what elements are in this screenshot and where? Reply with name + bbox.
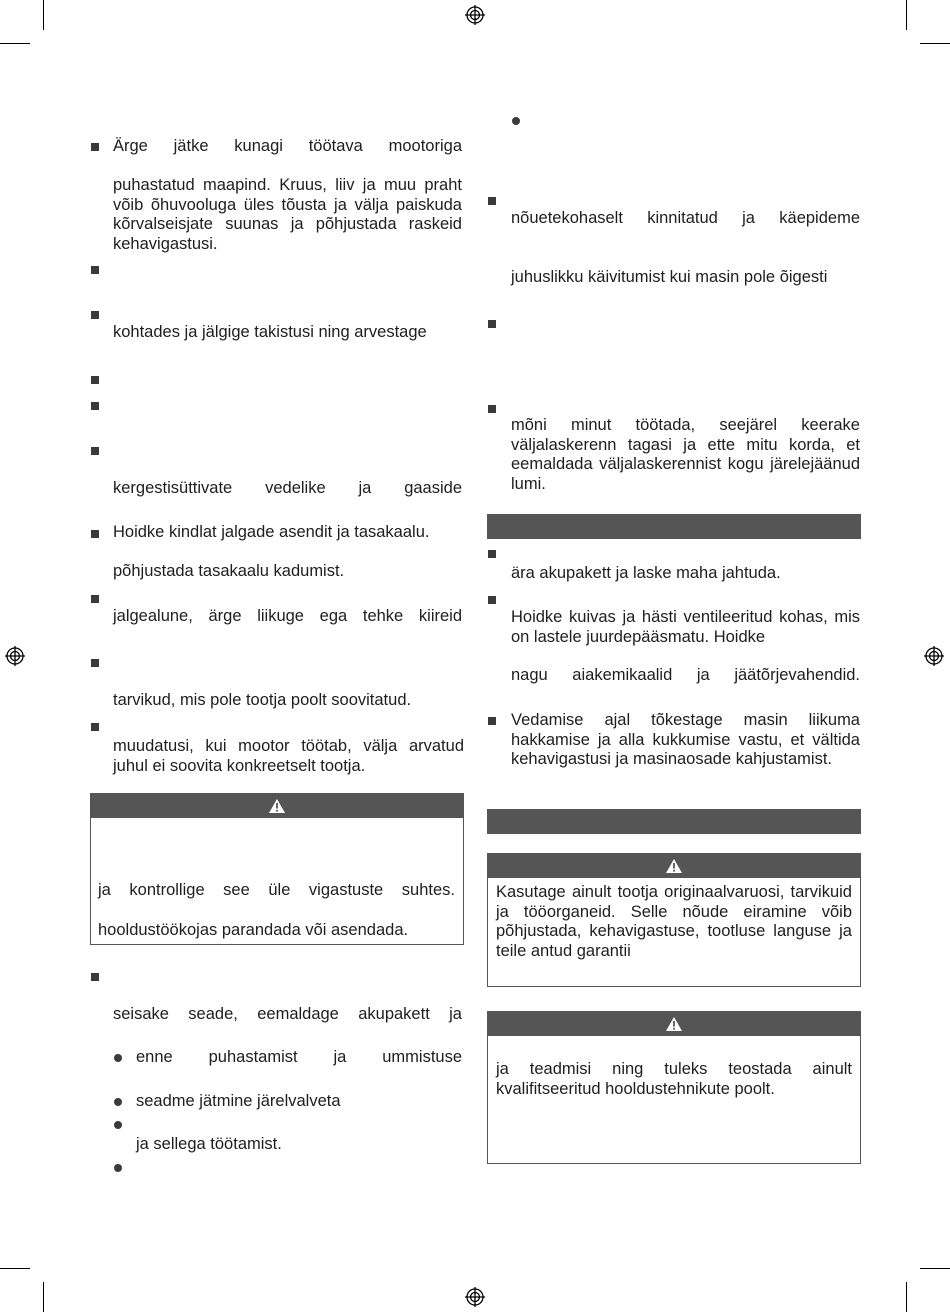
crop-mark: [0, 43, 30, 44]
warning1-line2: hooldustöökojas parandada või asendada.: [98, 921, 409, 939]
left-b3-line1: kohtades ja jälgige takistusi ning arvestage: [113, 323, 427, 341]
left-b1-line1: Ärge jätke kunagi töötava mootoriga: [113, 137, 462, 155]
left-b11-line1: seisake seade, eemaldage akupakett ja: [113, 1005, 462, 1023]
warning-box: [487, 1035, 861, 1164]
bullet-square: [91, 376, 99, 384]
registration-mark-icon: [5, 646, 25, 666]
bullet-square: [488, 717, 496, 725]
left-b7-line1: Hoidke kindlat jalgade asendit ja tasakaalu.: [113, 523, 430, 541]
crop-mark: [906, 0, 907, 30]
section-bar: [487, 514, 861, 539]
right-r4-para: mõni minut töötada, seejärel keerake väljalaskerenn tagasi ja ette mitu korda, et eemaldada väljalaskerennist kogu järelejäänud lumi.: [511, 416, 860, 493]
crop-mark: [0, 1268, 30, 1269]
warning-triangle-icon: [665, 1016, 683, 1032]
left-d3: ja sellega töötamist.: [136, 1135, 282, 1153]
right-s3-para: Vedamise ajal tõkestage masin liikuma hakkamise ja alla kukkumise vastu, et vältida kehavigastusi ja masinaosade kahjustamist.: [511, 711, 860, 768]
warning-triangle-icon: [665, 858, 683, 874]
bullet-square: [488, 405, 496, 413]
bullet-square: [91, 266, 99, 274]
bullet-square: [91, 595, 99, 603]
bullet-square: [91, 723, 99, 731]
crop-mark: [920, 43, 950, 44]
left-b7-line2: põhjustada tasakaalu kadumist.: [113, 562, 345, 580]
left-b10-para: muudatusi, kui mootor töötab, välja arvatud juhul ei soovita konkreetselt tootja.: [113, 737, 464, 775]
bullet-square: [91, 447, 99, 455]
right-s2-para: Hoidke kuivas ja hästi ventileeritud kohas, mis on lastele juurdepääsmatu. Hoidke: [511, 608, 860, 646]
section-bar: [487, 809, 861, 834]
right-s1-line1: ära akupakett ja laske maha jahtuda.: [511, 564, 781, 582]
bullet-dot: [114, 1098, 122, 1106]
bullet-dot: [114, 1121, 122, 1129]
bullet-square: [91, 402, 99, 410]
bullet-square: [488, 550, 496, 558]
right-r2-line2: juhuslikku käivitumist kui masin pole õigesti: [511, 268, 828, 286]
crop-mark: [920, 1268, 950, 1269]
left-b6-line1: kergestisüttivate vedelike ja gaaside: [113, 479, 462, 497]
bullet-dot: [114, 1054, 122, 1062]
crop-mark: [906, 1282, 907, 1312]
right-s2-line2: nagu aiakemikaalid ja jäätõrjevahendid.: [511, 666, 860, 684]
left-d1: enne puhastamist ja ummistuse: [136, 1048, 462, 1066]
warning3-para: ja teadmisi ning tuleks teostada ainult kvalifitseeritud hooldustehnikute poolt.: [496, 1060, 852, 1098]
bullet-square: [91, 659, 99, 667]
warning2-para: Kasutage ainult tootja originaalvaruosi, tarvikuid ja tööorganeid. Selle nõude eiramine võib põhjustada, kehavigastuse, tootluse languse ja teile antud garantii: [496, 883, 852, 960]
registration-mark-icon: [465, 5, 485, 25]
bullet-square: [488, 320, 496, 328]
crop-mark: [43, 1282, 44, 1312]
left-b8-line1: jalgealune, ärge liikuge ega tehke kiireid: [113, 607, 462, 625]
bullet-square: [91, 143, 99, 151]
bullet-square: [91, 973, 99, 981]
bullet-square: [91, 311, 99, 319]
warning-header: [90, 793, 464, 818]
left-d2: seadme jätmine järelvalveta: [136, 1092, 341, 1110]
registration-mark-icon: [924, 646, 944, 666]
bullet-square: [91, 530, 99, 538]
warning-triangle-icon: [268, 798, 286, 814]
warning-header: [487, 1011, 861, 1036]
warning1-line1: ja kontrollige see üle vigastuste suhtes.: [98, 881, 455, 899]
bullet-dot: [512, 117, 520, 125]
left-b1-para: puhastatud maapind. Kruus, liiv ja muu praht võib õhuvooluga üles tõusta ja välja paiskuda kõrvalseisjate suunas ja põhjustada raskeid kehavigastusi.: [113, 176, 462, 253]
warning-header: [487, 853, 861, 878]
registration-mark-icon: [465, 1287, 485, 1307]
bullet-square: [488, 596, 496, 604]
right-r2-line1: nõuetekohaselt kinnitatud ja käepideme: [511, 209, 860, 227]
bullet-dot: [114, 1164, 122, 1172]
left-b9-line1: tarvikud, mis pole tootja poolt soovitatud.: [113, 691, 412, 709]
crop-mark: [43, 0, 44, 30]
bullet-square: [488, 197, 496, 205]
